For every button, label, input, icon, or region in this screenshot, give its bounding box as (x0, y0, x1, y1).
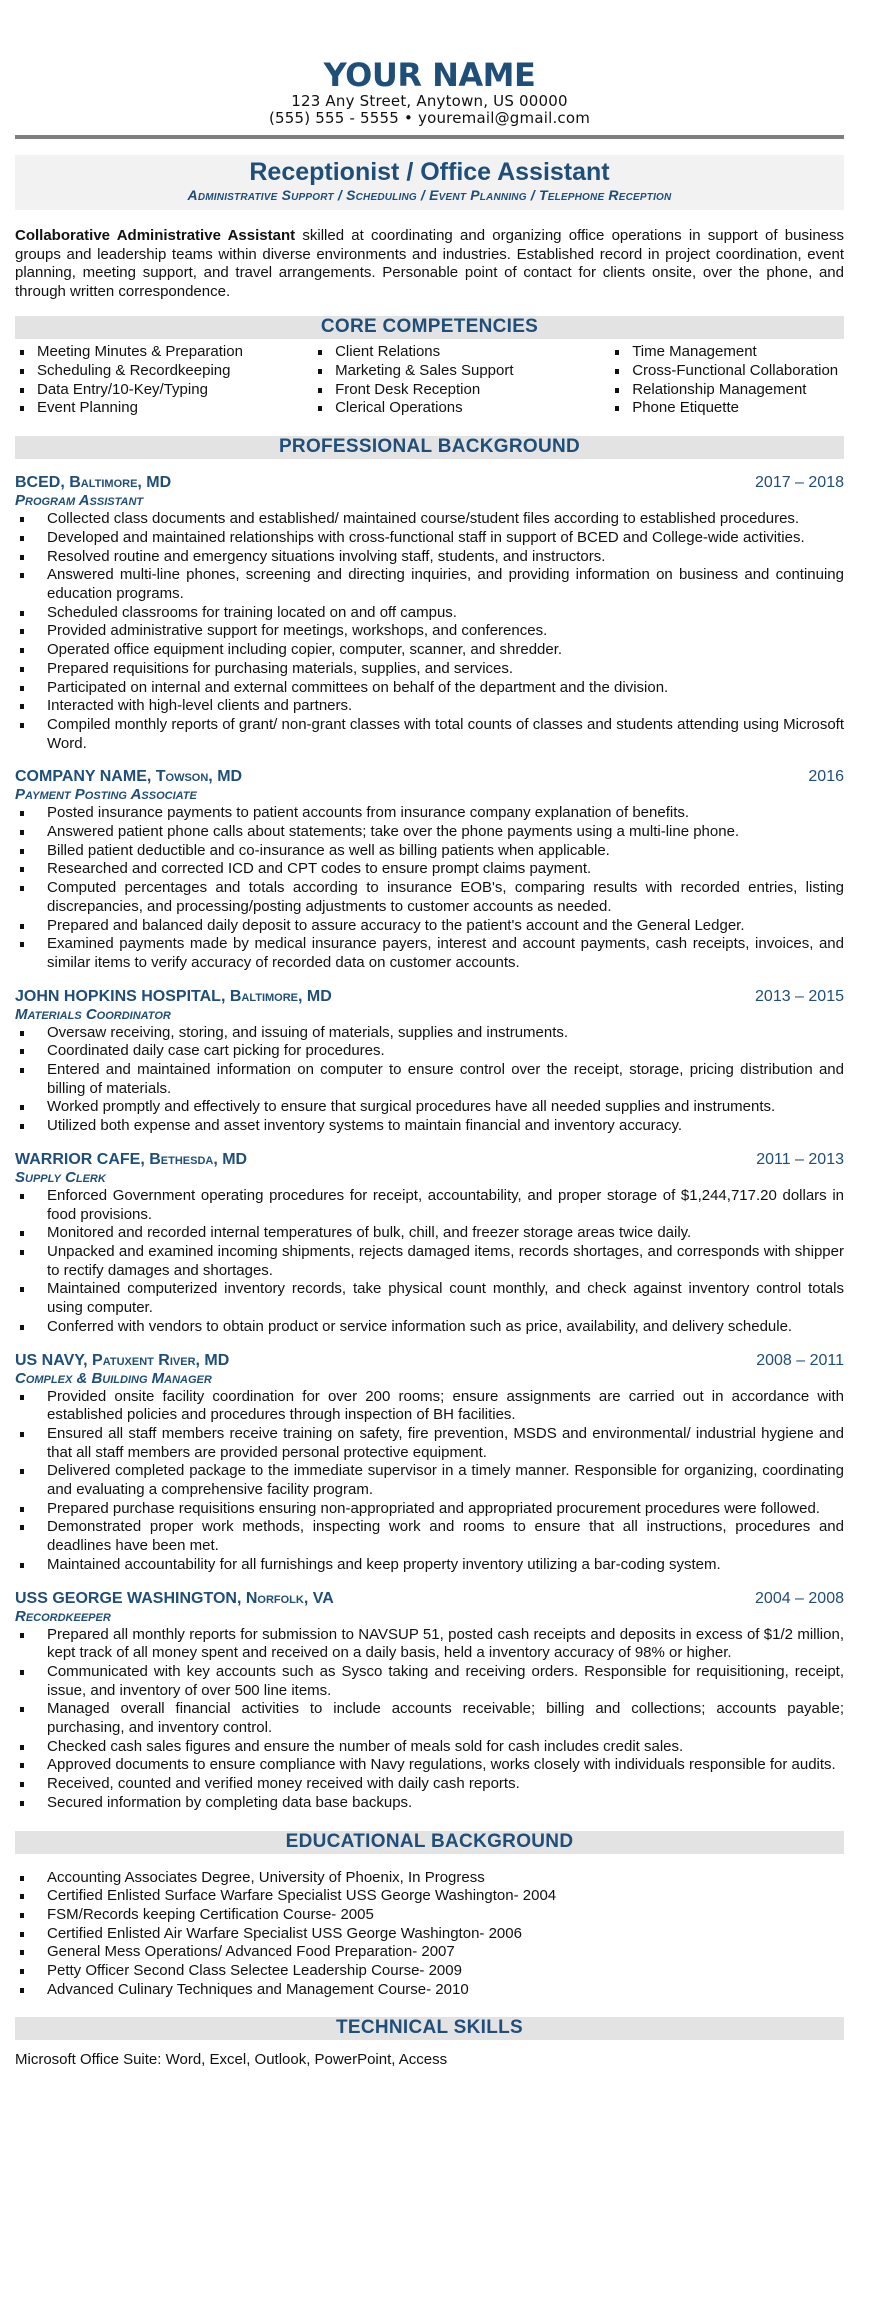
job-entry (15, 473, 844, 753)
professional-summary (15, 227, 844, 301)
job-location: Norfolk, VA (241, 1589, 334, 1607)
job-header (15, 987, 844, 1006)
job-bullet: Received, counted and verified money received with daily cash reports. (15, 1775, 844, 1794)
employer-location (15, 767, 242, 786)
job-bullet: Prepared and balanced daily deposit to assure accuracy to the patient's account and the General Ledger. (15, 917, 844, 936)
employer-name: WARRIOR CAFE, (15, 1150, 145, 1168)
job-bullet: Communicated with key accounts such as Sysco taking and receiving orders. Responsible for requisitioning, receipt, issue, and inventory of over 500 line items. (15, 1663, 844, 1700)
job-bullets (15, 1187, 844, 1337)
competency-item: Cross-Functional Collaboration (610, 362, 844, 381)
job-bullet: Monitored and recorded internal temperatures of bulk, chill, and freezer storage areas twice daily. (15, 1224, 844, 1243)
competency-item: Front Desk Reception (313, 381, 610, 400)
competencies-grid (15, 343, 844, 418)
education-item: Petty Officer Second Class Selectee Leadership Course- 2009 (15, 1962, 844, 1981)
job-bullet: Ensured all staff members receive training on safety, fire prevention, MSDS and environmental/ industrial hygiene and that all staff members are provided personal protective equipment. (15, 1425, 844, 1462)
job-bullet: Examined payments made by medical insurance payers, interest and account payments, cash receipts, invoices, and similar items to verify accuracy of recorded data on customer accounts. (15, 935, 844, 972)
employer-name: US NAVY, (15, 1351, 88, 1369)
section-heading-education: EDUCATIONAL BACKGROUND (15, 1831, 844, 1854)
job-bullet: Researched and corrected ICD and CPT codes to ensure prompt claims payment. (15, 860, 844, 879)
summary-lead: Collaborative Administrative Assistant (15, 227, 296, 244)
job-bullet: Managed overall financial activities to include accounts receivable; billing and collections; accounts payable; purchasing, and inventory control. (15, 1700, 844, 1737)
candidate-name: YOUR NAME (323, 56, 536, 94)
job-location: Baltimore, MD (225, 987, 332, 1005)
job-bullets (15, 1024, 844, 1136)
summary-text: skilled at coordinating and organizing office operations in support of business groups and leadership teams within diverse environments and industries. Established record in project coordination, event planning, meeting support, and travel arrangements. Personable point of contact for clients onsite, over the phone, and through written correspondence. (15, 227, 845, 300)
education-item: Certified Enlisted Air Warfare Specialist USS George Washington- 2006 (15, 1925, 844, 1944)
job-header (15, 473, 844, 492)
job-bullet: Oversaw receiving, storing, and issuing of materials, supplies and instruments. (15, 1024, 844, 1043)
job-bullet: Checked cash sales figures and ensure the number of meals sold for cash includes credit sales. (15, 1738, 844, 1757)
job-location: Towson, MD (151, 768, 243, 786)
section-heading-technical: TECHNICAL SKILLS (15, 2017, 844, 2040)
job-bullet: Delivered completed package to the immediate supervisor in a timely manner. Responsible for organizing, coordinating and evaluating a comprehensive facility program. (15, 1462, 844, 1499)
job-header (15, 1589, 844, 1608)
job-entry (15, 987, 844, 1136)
job-dates: 2004 – 2008 (755, 1589, 844, 1607)
education-item: Advanced Culinary Techniques and Management Course- 2010 (15, 1981, 844, 2000)
job-bullet: Prepared purchase requisitions ensuring non-appropriated and appropriated procurement procedures were followed. (15, 1500, 844, 1519)
job-bullet: Entered and maintained information on computer to ensure control over the receipt, storage, pricing distribution and billing of materials. (15, 1061, 844, 1098)
job-bullet: Answered multi-line phones, screening and directing inquiries, and providing information on business and continuing education programs. (15, 566, 844, 603)
technical-skills-text: Microsoft Office Suite: Word, Excel, Outlook, PowerPoint, Access (15, 2051, 448, 2069)
job-bullet: Billed patient deductible and co-insurance as well as billing patients when applicable. (15, 842, 844, 861)
competencies-column-1 (15, 343, 313, 418)
job-bullet: Posted insurance payments to patient accounts from insurance company explanation of benefits. (15, 804, 844, 823)
experience-list (15, 473, 844, 1812)
job-dates: 2013 – 2015 (755, 987, 844, 1005)
job-bullets (15, 804, 844, 972)
job-bullet: Participated on internal and external committees on behalf of the department and the division. (15, 679, 844, 698)
job-bullet: Answered patient phone calls about statements; take over the phone payments using a multi-line phone. (15, 823, 844, 842)
job-entry (15, 1351, 844, 1575)
job-header (15, 1150, 844, 1169)
competencies-column-3 (610, 343, 844, 418)
job-bullet: Interacted with high-level clients and partners. (15, 697, 844, 716)
job-dates: 2016 (808, 768, 844, 786)
job-location: Baltimore, MD (64, 474, 172, 492)
job-position: Materials Coordinator (15, 1005, 171, 1023)
job-bullet: Resolved routine and emergency situations involving staff, students, and instructors. (15, 548, 844, 567)
competency-item: Scheduling & Recordkeeping (15, 362, 313, 381)
job-bullet: Provided onsite facility coordination for over 200 rooms; ensure assignments are carried out in accordance with established policies and procedures through inspection of BH facilities. (15, 1388, 844, 1425)
employer-name: BCED, (15, 474, 65, 492)
target-title-band (15, 155, 844, 210)
job-bullet: Developed and maintained relationships with cross-functional staff in support of BCED and College-wide activities. (15, 529, 844, 548)
education-item: FSM/Records keeping Certification Course- 2005 (15, 1906, 844, 1925)
job-entry (15, 1589, 844, 1813)
competency-item: Data Entry/10-Key/Typing (15, 381, 313, 400)
phone: (555) 555 - 5555 (268, 109, 400, 127)
job-bullet: Worked promptly and effectively to ensure that surgical procedures have all needed supplies and instruments. (15, 1098, 844, 1117)
education-list (15, 1869, 844, 2000)
employer-location (15, 473, 171, 492)
job-bullet: Secured information by completing data base backups. (15, 1794, 844, 1813)
competency-item: Meeting Minutes & Preparation (15, 343, 313, 362)
education-item: General Mess Operations/ Advanced Food Preparation- 2007 (15, 1943, 844, 1962)
job-dates: 2011 – 2013 (756, 1150, 844, 1168)
competency-item: Marketing & Sales Support (313, 362, 610, 381)
job-bullet: Computed percentages and totals according to insurance EOB's, comparing results with recorded entries, listing discrepancies, and processing/posting adjustments to customer accounts as needed. (15, 879, 844, 916)
job-bullet: Provided administrative support for meetings, workshops, and conferences. (15, 622, 844, 641)
job-bullet: Compiled monthly reports of grant/ non-grant classes with total counts of classes and students attending using Microsoft Word. (15, 716, 844, 753)
employer-location (15, 1351, 229, 1370)
job-bullet: Approved documents to ensure compliance with Navy regulations, works closely with individuals responsible for audits. (15, 1756, 844, 1775)
target-job-title: Receptionist / Office Assistant (249, 158, 610, 186)
job-bullet: Demonstrated proper work methods, inspecting work and rooms to ensure that all instructions, procedures and deadlines have been met. (15, 1518, 844, 1555)
job-bullet: Unpacked and examined incoming shipments, rejects damaged items, records shortages, and corresponds with shipper to rectify damages and shortages. (15, 1243, 844, 1280)
email-link[interactable]: youremail@gmail.com (418, 109, 591, 127)
job-bullets (15, 1626, 844, 1813)
employer-location (15, 1589, 334, 1608)
resume-page (15, 0, 844, 2070)
job-position: Supply Clerk (15, 1168, 106, 1186)
employer-name: COMPANY NAME, (15, 768, 152, 786)
competency-item: Client Relations (313, 343, 610, 362)
resume-header (15, 0, 844, 127)
job-dates: 2017 – 2018 (755, 474, 844, 492)
job-bullet: Prepared requisitions for purchasing materials, supplies, and services. (15, 660, 844, 679)
job-dates: 2008 – 2011 (756, 1351, 844, 1369)
separator-dot: • (403, 109, 414, 127)
job-header (15, 1351, 844, 1370)
address: 123 Any Street, Anytown, US 00000 (291, 92, 568, 110)
education-item: Accounting Associates Degree, University of Phoenix, In Progress (15, 1869, 844, 1888)
header-divider (15, 135, 844, 139)
competency-item: Phone Etiquette (610, 399, 844, 418)
section-heading-experience: PROFESSIONAL BACKGROUND (15, 436, 844, 459)
focus-areas: Administrative Support / Scheduling / Event Planning / Telephone Reception (187, 187, 672, 203)
job-entry (15, 1150, 844, 1337)
job-position: Payment Posting Associate (15, 786, 197, 804)
job-bullets (15, 1388, 844, 1575)
job-position: Complex & Building Manager (15, 1369, 212, 1387)
job-bullet: Enforced Government operating procedures for receipt, accountability, and proper storage of $1,244,717.20 dollars in food provisions. (15, 1187, 844, 1224)
employer-name: JOHN HOPKINS HOSPITAL, (15, 987, 226, 1005)
job-bullet: Utilized both expense and asset inventory systems to maintain financial and inventory accuracy. (15, 1117, 844, 1136)
phone-email-line (15, 110, 844, 127)
competency-item: Event Planning (15, 399, 313, 418)
job-location: Patuxent River, MD (87, 1351, 230, 1369)
job-position: Recordkeeper (15, 1607, 111, 1625)
employer-name: USS GEORGE WASHINGTON, (15, 1589, 242, 1607)
job-bullet: Maintained computerized inventory records, take physical count monthly, and check against inventory control totals using computer. (15, 1280, 844, 1317)
job-header (15, 767, 844, 786)
job-entry (15, 767, 844, 972)
education-item: Certified Enlisted Surface Warfare Specialist USS George Washington- 2004 (15, 1887, 844, 1906)
job-bullet: Coordinated daily case cart picking for procedures. (15, 1042, 844, 1061)
competencies-column-2 (313, 343, 610, 418)
job-location: Bethesda, MD (144, 1150, 248, 1168)
job-bullet: Collected class documents and established/ maintained course/student files according to established procedures. (15, 510, 844, 529)
competency-item: Relationship Management (610, 381, 844, 400)
section-heading-competencies: CORE COMPETENCIES (15, 316, 844, 339)
competency-item: Clerical Operations (313, 399, 610, 418)
job-bullet: Maintained accountability for all furnishings and keep property inventory utilizing a bar-coding system. (15, 1556, 844, 1575)
job-position: Program Assistant (15, 492, 144, 510)
job-bullets (15, 510, 844, 753)
job-bullet: Scheduled classrooms for training located on and off campus. (15, 604, 844, 623)
employer-location (15, 987, 332, 1006)
job-bullet: Prepared all monthly reports for submission to NAVSUP 51, posted cash receipts and deposits in excess of $1/2 million, kept track of all money spent and received on a daily basis, held a inventory accuracy of 98% or higher. (15, 1626, 844, 1663)
job-bullet: Operated office equipment including copier, computer, scanner, and shredder. (15, 641, 844, 660)
job-bullet: Conferred with vendors to obtain product or service information such as price, availability, and delivery schedule. (15, 1318, 844, 1337)
employer-location (15, 1150, 247, 1169)
competency-item: Time Management (610, 343, 844, 362)
